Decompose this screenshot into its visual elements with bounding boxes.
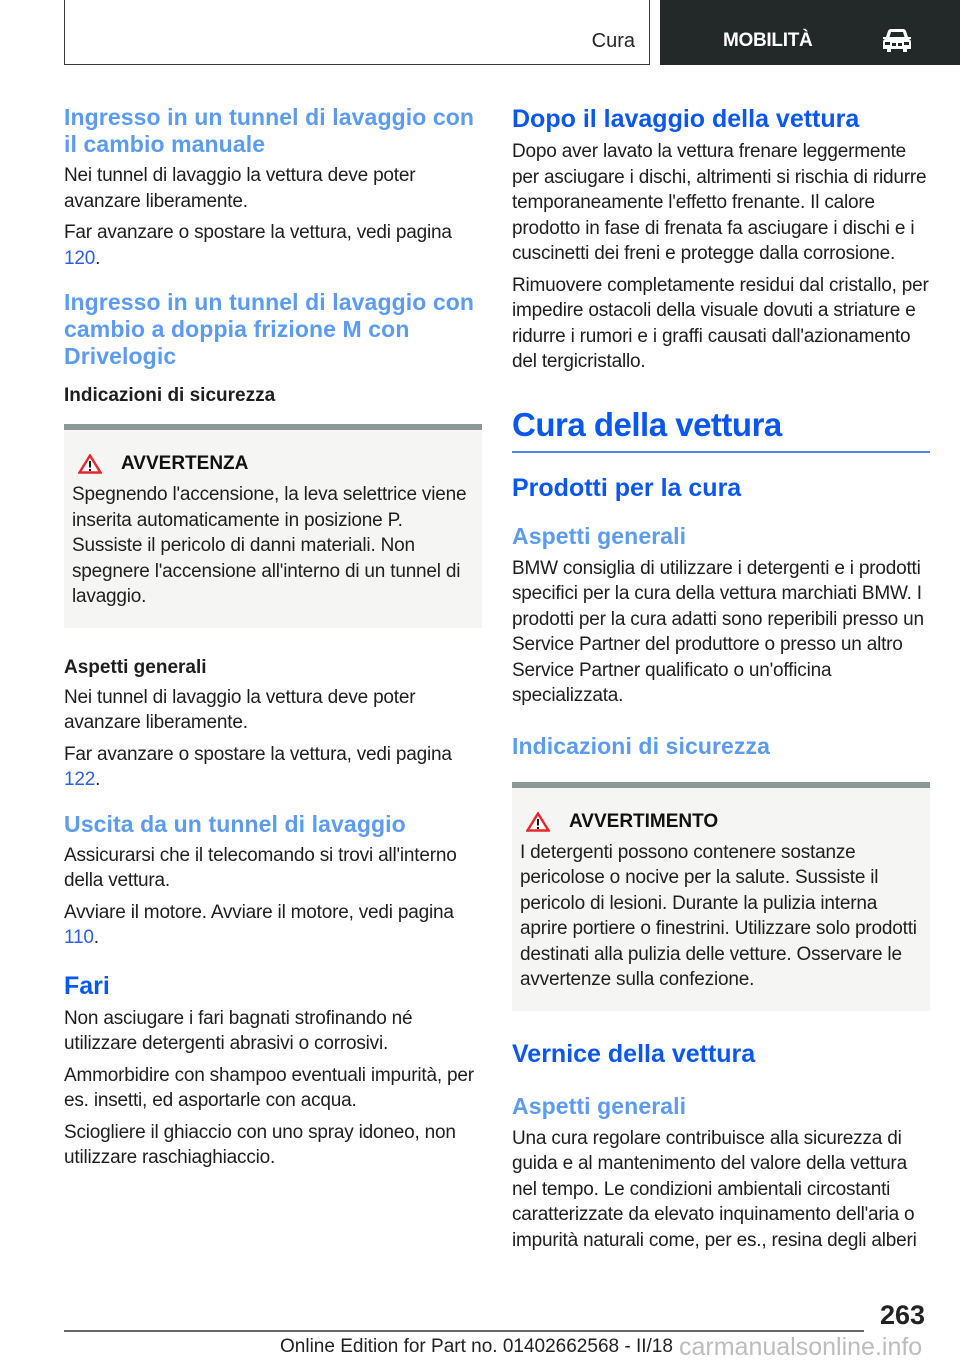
- section-label: Cura: [591, 30, 635, 52]
- warning-box: [64, 424, 482, 628]
- section-heading: Dopo il lavaggio della vettura: [512, 105, 860, 133]
- warning-text: I detergenti possono contenere sostanze pericolose o nocive per la salute. Sussiste il pericolo di lesioni. Durante la pulizia interna aprire portiere o finestrini. Utilizzare solo prodotti destinati alla pulizia delle vetture. Osservare le avvertenze sulla confezione.: [520, 841, 917, 990]
- page-number: 263: [880, 1300, 926, 1330]
- safety-heading: Indicazioni di sicurezza: [64, 385, 276, 406]
- chapter-vehicle-care: [512, 405, 930, 453]
- paragraph: [64, 220, 482, 271]
- warning-triangle-icon: [526, 812, 550, 832]
- general-heading: Aspetti generali: [64, 656, 207, 678]
- safety-heading: Indicazioni di sicurezza: [512, 732, 771, 759]
- warning-title-row: [520, 810, 922, 834]
- general-heading: Aspetti generali: [512, 1092, 687, 1119]
- paragraph-end: .: [95, 247, 101, 269]
- paragraph: Nei tunnel di lavaggio la vettura deve poter avanzare liberamente.: [64, 165, 416, 212]
- warning-title-row: [72, 452, 474, 476]
- paragraph: Una cura regolare contribuisce alla sicurezza di guida e al mantenimento del valore della vettura nel tempo. Le condizioni ambientali circostanti caratterizzate da elevato inquinamento dell'aria o impurità naturali come, per es., resina degli alberi: [512, 1127, 917, 1251]
- paragraph: Ammorbidire con shampoo eventuali impurità, per es. insetti, ed asportarle con acqua.: [64, 1064, 474, 1111]
- section-exit-car-wash: [64, 811, 482, 951]
- chapter-title: Cura della vettura: [512, 405, 782, 443]
- paragraph: Rimuovere completamente residui dal cristallo, per impedire ostacoli della visuale dovuti a striature e ridurre i rumori e i graffi causati dall'azionamento del tergicristallo.: [512, 274, 929, 372]
- section-manual-transmission: [64, 104, 482, 271]
- footer-divider: [64, 1330, 864, 1332]
- paragraph-text: Avviare il motore. Avviare il motore, vedi pagina: [64, 901, 454, 923]
- paragraph: Nei tunnel di lavaggio la vettura deve poter avanzare liberamente.: [64, 686, 416, 733]
- paragraph: Non asciugare i fari bagnati strofinando né utilizzare detergenti abrasivi o corrosivi.: [64, 1007, 413, 1054]
- paragraph: BMW consiglia di utilizzare i detergenti e i prodotti specifici per la cura della vettura marchiati BMW. I prodotti per la cura adatti sono reperibili presso un Service Partner del produttore o presso un altro Service Partner qualificato o un'officina specializzata.: [512, 557, 924, 706]
- section-headlights: [64, 971, 482, 1171]
- page-link-122[interactable]: 122: [64, 769, 96, 790]
- general-heading: Aspetti generali: [512, 522, 687, 549]
- chapter-divider: [512, 451, 930, 453]
- car-icon: [881, 28, 913, 54]
- paragraph: Sciogliere il ghiaccio con uno spray idoneo, non utilizzare raschiaghiaccio.: [64, 1121, 456, 1168]
- warning-title: AVVERTENZA: [121, 453, 249, 474]
- paragraph: Dopo aver lavato la vettura frenare leggermente per asciugare i dischi, altrimenti si rischia di ridurre temporaneamente l'effetto frenante. Il calore prodotto in fase di frenata fa asciugare i dischi e i cuscinetti dei freni e protegge dalla corrosione.: [512, 141, 927, 264]
- section-heading: Fari: [64, 971, 110, 1000]
- chapter-label: MOBILITÀ: [723, 30, 813, 51]
- page-link-110[interactable]: 110: [64, 927, 94, 948]
- section-heading: Uscita da un tunnel di lavaggio: [64, 810, 406, 837]
- left-column: [64, 100, 482, 1171]
- paragraph: Assicurarsi che il telecomando si trovi all'interno della vettura.: [64, 844, 457, 891]
- warning-title: AVVERTIMENTO: [569, 810, 719, 832]
- page-link-120[interactable]: 120: [64, 247, 96, 269]
- footer-edition-text: Online Edition for Part no. 01402662568 - II/18: [280, 1336, 673, 1357]
- section-heading: Vernice della vettura: [512, 1039, 756, 1068]
- warning-box: [512, 782, 930, 1011]
- right-column: [512, 100, 930, 1253]
- warning-text: Spegnendo l'accensione, la leva selettrice viene inserita automaticamente in posizione P. Sussiste il pericolo di danni materiali. Non spegnere l'accensione all'interno di un tunnel di lavaggio.: [72, 484, 467, 607]
- warning-triangle-icon: [78, 454, 102, 474]
- section-heading: Ingresso in un tunnel di lavaggio con cambio a doppia frizione M con Drivelogic: [64, 289, 475, 369]
- paragraph: [64, 742, 482, 793]
- section-heading: Prodotti per la cura: [512, 473, 742, 502]
- section-care-products: [512, 473, 930, 1011]
- paragraph-end: .: [93, 927, 99, 948]
- section-paint: [512, 1039, 930, 1254]
- paragraph-text: Far avanzare o spostare la vettura, vedi pagina: [64, 222, 452, 243]
- paragraph-end: .: [95, 769, 101, 790]
- section-heading: Ingresso in un tunnel di lavaggio con il cambio manuale: [64, 104, 475, 157]
- footer-watermark: carmanualsonline.info: [679, 1333, 923, 1361]
- header-section-tab: [64, 0, 650, 65]
- section-dual-clutch: [64, 289, 482, 793]
- header-chapter-tab: [660, 0, 960, 65]
- paragraph-text: Far avanzare o spostare la vettura, vedi pagina: [64, 743, 452, 765]
- paragraph: [64, 900, 482, 951]
- section-after-wash: [512, 104, 930, 375]
